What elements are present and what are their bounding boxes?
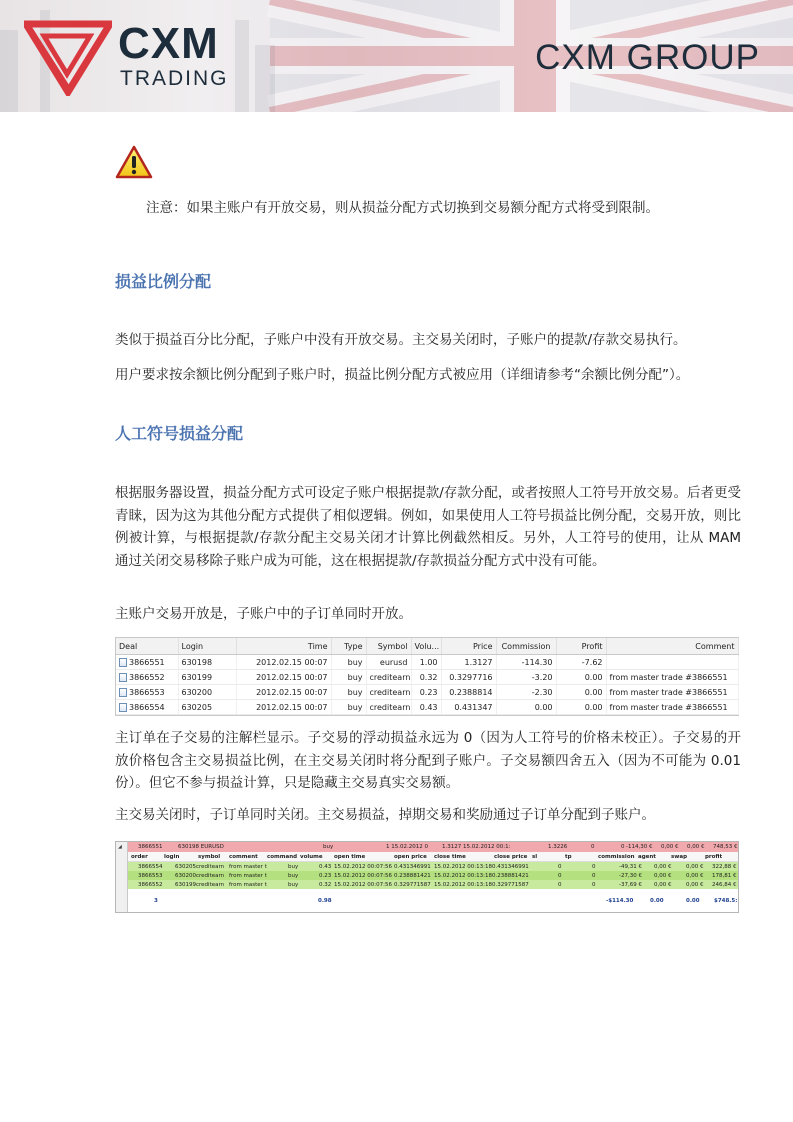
table-cell: buy: [331, 670, 366, 685]
total-commission: -$114.30: [606, 898, 634, 904]
grid-cell: 322,88 €: [712, 864, 737, 870]
table-cell: creditearn: [366, 685, 411, 700]
grid-cell: 0,00 €: [686, 873, 704, 879]
deal-cell: [116, 655, 178, 670]
grid-cell: 1 15.02.2012 0: [386, 844, 428, 850]
table-cell: [606, 655, 738, 670]
total-volume: 0.98: [318, 898, 332, 904]
total-agent: 0.00: [650, 898, 664, 904]
deal-cell: [116, 670, 178, 685]
grid-cell: 630198 EURUSD: [178, 844, 224, 850]
column-header[interactable]: close price: [494, 854, 528, 860]
grid-cell: from master t: [229, 864, 267, 870]
grid-cell: 3866554: [138, 864, 163, 870]
grid-cell: 15.02.2012 00:07:56: [334, 882, 392, 888]
table-row[interactable]: [116, 685, 738, 700]
column-header[interactable]: Login: [178, 638, 236, 655]
paragraph: 用户要求按余额比例分配到子账户时，损益比例分配方式被应用（详细请参考“余额比例分配”）。: [115, 367, 690, 383]
child-order-row[interactable]: [128, 862, 738, 871]
column-header[interactable]: comment: [229, 854, 258, 860]
grid-cell: from master t: [229, 873, 267, 879]
grid-cell: 0.32: [319, 882, 332, 888]
grid-cell: from master t: [229, 882, 267, 888]
column-header[interactable]: open price: [394, 854, 427, 860]
grid-cell: 15.02.2012 00:07:56: [334, 873, 392, 879]
table-cell: 0.00: [496, 700, 556, 715]
table-cell: 0.43: [411, 700, 441, 715]
section-heading-artificial-symbol: 人工符号损益分配: [115, 424, 244, 443]
grid-cell: creditearn: [196, 864, 225, 870]
column-header[interactable]: profit: [705, 854, 723, 860]
document-icon: [119, 658, 127, 667]
grid-cell: creditearn: [196, 873, 225, 879]
grid-cell: 178,81 €: [712, 873, 737, 879]
orders-grid-body: [128, 842, 738, 907]
column-header[interactable]: tp: [565, 854, 572, 860]
table-cell: from master trade #3866551: [606, 700, 738, 715]
grid-cell: 630200: [175, 873, 196, 879]
table-row[interactable]: [116, 670, 738, 685]
column-header[interactable]: Comment: [606, 638, 738, 655]
deal-cell: [116, 700, 178, 715]
total-profit: $748.5:: [714, 898, 738, 904]
grid-cell: creditearn: [196, 882, 225, 888]
notice-text: 注意：如果主账户有开放交易，则从损益分配方式切换到交易额分配方式将受到限制。: [146, 200, 659, 216]
grid-cell: 3866553: [138, 873, 163, 879]
table-cell: -7.62: [556, 655, 606, 670]
grid-cell: 0,00 €: [654, 864, 672, 870]
grid-cell: -49,31 €: [619, 864, 642, 870]
collapse-arrow-icon[interactable]: ◢: [118, 844, 122, 850]
grid-cell: buy: [288, 873, 299, 879]
deal-id: 3866553: [129, 687, 165, 697]
column-header[interactable]: symbol: [198, 854, 221, 860]
paragraph: 主交易关闭时，子订单同时关闭。主交易损益，掉期交易和奖励通过子订单分配到子账户。: [115, 807, 655, 823]
grid-cell: 0,00 €: [686, 864, 704, 870]
table-row[interactable]: [116, 655, 738, 670]
master-order-row[interactable]: [128, 842, 738, 852]
table-header-row: [116, 638, 738, 655]
deal-id: 3866552: [129, 672, 165, 682]
table-cell: 0.23: [411, 685, 441, 700]
deal-id: 3866551: [129, 657, 165, 667]
table-cell: -114.30: [496, 655, 556, 670]
column-header[interactable]: order: [131, 854, 148, 860]
column-header[interactable]: Type: [331, 638, 366, 655]
grid-cell: buy: [288, 882, 299, 888]
table-cell: 0.32: [411, 670, 441, 685]
table-cell: buy: [331, 655, 366, 670]
grid-cell: 0: [558, 873, 562, 879]
total-swap: 0.00: [686, 898, 700, 904]
table-cell: 2012.02.15 00:07: [236, 670, 331, 685]
column-header[interactable]: agent: [638, 854, 656, 860]
grid-cell: buy: [323, 844, 334, 850]
table-cell: creditearn: [366, 670, 411, 685]
column-header[interactable]: volume: [300, 854, 323, 860]
grid-cell: 0,00 €: [687, 844, 705, 850]
grid-cell: 0.329771587: [394, 882, 431, 888]
grid-cell: 0: [558, 882, 562, 888]
cxm-triangle-logo-icon: [24, 16, 112, 96]
grid-cell: -27,30 €: [619, 873, 642, 879]
grid-cell: 748,53 €: [713, 844, 738, 850]
column-header[interactable]: swap: [671, 854, 688, 860]
grid-cell: -37,69 €: [619, 882, 642, 888]
grid-cell: 630199: [175, 882, 196, 888]
table-cell: 1.3127: [441, 655, 496, 670]
column-header[interactable]: Deal: [116, 638, 178, 655]
grid-cell: 0: [592, 864, 596, 870]
column-header[interactable]: Profit: [556, 638, 606, 655]
table-cell: 2012.02.15 00:07: [236, 685, 331, 700]
grid-cell: 0,00 €: [654, 873, 672, 879]
grid-cell: 246,84 €: [712, 882, 737, 888]
column-header[interactable]: close time: [434, 854, 466, 860]
grid-cell: 0: [591, 844, 595, 850]
grid-cell: 0.43: [319, 864, 332, 870]
table-cell: 630205: [178, 700, 236, 715]
column-header[interactable]: Price: [441, 638, 496, 655]
table-cell: 2012.02.15 00:07: [236, 655, 331, 670]
document-icon: [119, 688, 127, 697]
table-cell: 0.00: [556, 670, 606, 685]
grid-cell: 0: [592, 873, 596, 879]
grid-gutter: [116, 842, 128, 912]
paragraph: 类似于损益百分比分配，子账户中没有开放交易。主交易关闭时，子账户的提款/存款交易执行。: [115, 332, 687, 348]
column-header[interactable]: login: [164, 854, 180, 860]
page-header: [0, 0, 793, 112]
column-header[interactable]: commission: [598, 854, 635, 860]
table-cell: buy: [331, 700, 366, 715]
grid-cell: 0.23: [319, 873, 332, 879]
table-cell: 0.2388814: [441, 685, 496, 700]
table-cell: 1.00: [411, 655, 441, 670]
grid-cell: 15.02.2012 00:13:18: [434, 882, 492, 888]
document-icon: [119, 703, 127, 712]
table-cell: eurusd: [366, 655, 411, 670]
grid-cell: 15.02.2012 00:13:18: [434, 864, 492, 870]
grid-cell: 0: [558, 864, 562, 870]
table-cell: -3.20: [496, 670, 556, 685]
table-cell: -2.30: [496, 685, 556, 700]
group-name: CXM GROUP: [535, 38, 760, 77]
orders-totals-row: [128, 893, 738, 907]
table-row[interactable]: [116, 700, 738, 715]
table-cell: 0.00: [556, 700, 606, 715]
grid-cell: 15.02.2012 00:13:18: [434, 873, 492, 879]
table-cell: from master trade #3866551: [606, 685, 738, 700]
total-count: 3: [154, 898, 158, 904]
child-order-row[interactable]: [128, 871, 738, 880]
table-cell: 630198: [178, 655, 236, 670]
column-header[interactable]: open time: [334, 854, 366, 860]
grid-cell: 0: [621, 844, 625, 850]
grid-cell: 0: [592, 882, 596, 888]
grid-cell: 0.238881421: [394, 873, 431, 879]
deal-cell: [116, 685, 178, 700]
grid-cell: 0.431346991: [492, 864, 529, 870]
column-header[interactable]: Symbol: [366, 638, 411, 655]
grid-cell: 3866552: [138, 882, 163, 888]
column-header[interactable]: command: [267, 854, 298, 860]
grid-cell: buy: [288, 864, 299, 870]
table-cell: creditearn: [366, 700, 411, 715]
grid-cell: 630205: [175, 864, 196, 870]
table-cell: 0.431347: [441, 700, 496, 715]
document-icon: [119, 673, 127, 682]
grid-cell: 1.3226: [548, 844, 568, 850]
grid-cell: 15.02.2012 00:07:56: [334, 864, 392, 870]
grid-cell: 0,00 €: [686, 882, 704, 888]
table-cell: 0.00: [556, 685, 606, 700]
grid-cell: 3866551: [138, 844, 163, 850]
grid-cell: 0.238881421: [492, 873, 529, 879]
paragraph: 根据服务器设置，损益分配方式可设定子账户根据提款/存款分配，或者按照人工符号开放交易。后者更受青睐，因为这为其他分配方式提供了相似逻辑。例如，如果使用人工符号损益比例分配，交易开放，则比例被计算，与根据提款/存款分配主交易关闭才计算比例截然相反。另外，人工符号的使用，让从 MAM 通过关闭交易移除子账户成为可能，这在根据提款/存款损益分配方式中没有可能。: [115, 485, 741, 569]
column-header[interactable]: Commission: [496, 638, 556, 655]
table-cell: 2012.02.15 00:07: [236, 700, 331, 715]
section-heading-pl-ratio: 损益比例分配: [115, 272, 212, 291]
deals-table: [115, 637, 739, 716]
paragraph: 主订单在子交易的注解栏显示。子交易的浮动损益永远为 0（因为人工符号的价格未校正）。子交易的开放价格包含主交易损益比例，在主交易关闭时将分配到子账户。子交易额四舍五入（因为不可能为 0.01 份）。但它不参与损益计算，只是隐藏主交易真实交易额。: [115, 730, 741, 791]
child-order-row[interactable]: [128, 880, 738, 889]
grid-cell: 0,00 €: [661, 844, 679, 850]
paragraph: 主账户交易开放是，子账户中的子订单同时开放。: [115, 606, 412, 622]
warning-icon: [115, 145, 153, 179]
orders-grid: [115, 841, 739, 913]
table-cell: 630200: [178, 685, 236, 700]
grid-cell: 1.3127 15.02.2012 00:1:: [442, 844, 511, 850]
column-header[interactable]: Time: [236, 638, 331, 655]
table-cell: from master trade #3866551: [606, 670, 738, 685]
grid-cell: -114,30 €: [626, 844, 653, 850]
deal-id: 3866554: [129, 702, 165, 712]
column-header[interactable]: Volu...: [411, 638, 441, 655]
table-cell: 0.3297716: [441, 670, 496, 685]
table-cell: 630199: [178, 670, 236, 685]
grid-cell: 0.329771587: [492, 882, 529, 888]
table-cell: buy: [331, 685, 366, 700]
brand-subtitle: TRADING: [120, 67, 229, 90]
brand-name: CXM: [118, 19, 219, 68]
column-header[interactable]: sl: [532, 854, 538, 860]
grid-cell: 0,00 €: [654, 882, 672, 888]
orders-header-row: [128, 852, 738, 862]
grid-cell: 0.431346991: [394, 864, 431, 870]
